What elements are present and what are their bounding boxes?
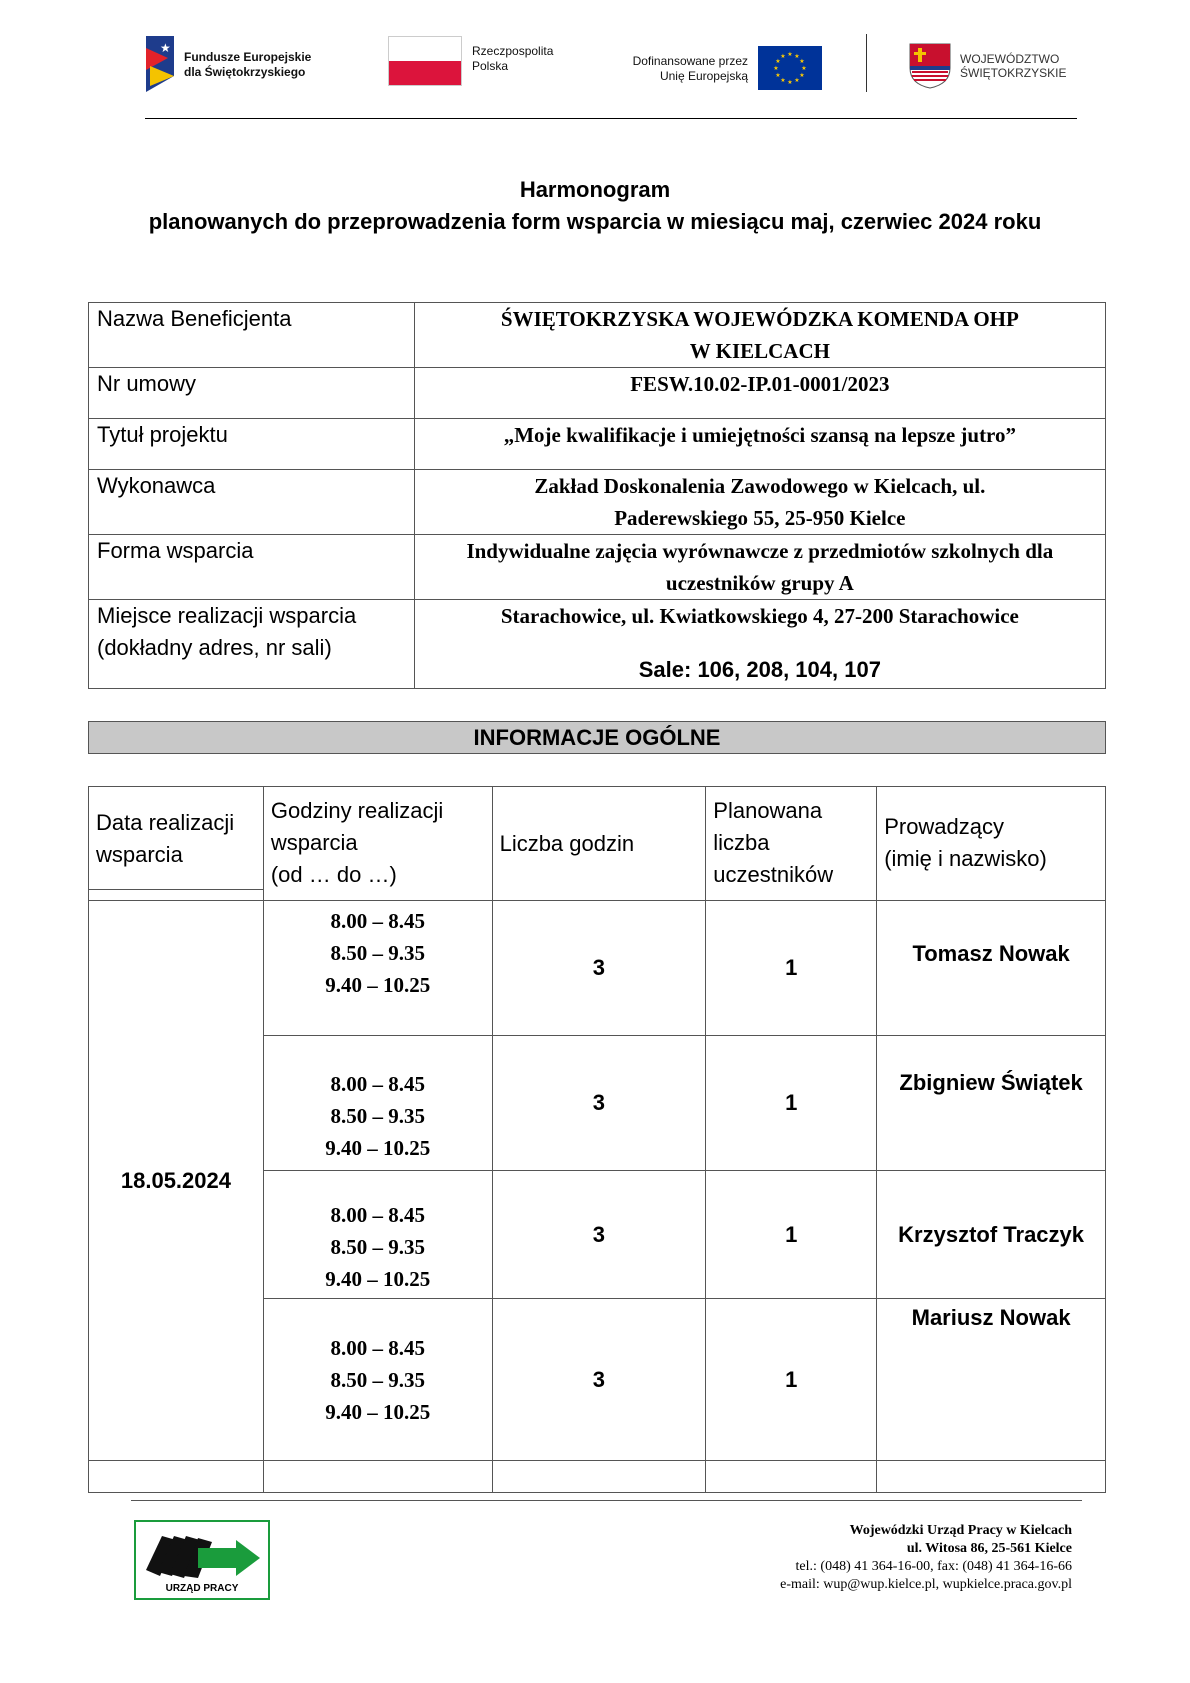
hours-count: 3 <box>492 901 706 1036</box>
footer-line4: e-mail: wup@wup.kielce.pl, wupkielce.praca.gov.pl <box>780 1577 1072 1592</box>
svg-text:★: ★ <box>780 77 786 84</box>
svg-text:★: ★ <box>801 65 807 72</box>
svg-text:★: ★ <box>787 79 793 86</box>
info-sale: Sale: 106, 208, 104, 107 <box>638 657 881 682</box>
participants-count: 1 <box>706 1299 877 1461</box>
empty-cell <box>263 1461 492 1493</box>
fe-flag-icon <box>146 36 176 92</box>
info-value: Starachowice, ul. Kwiatkowskiego 4, 27-200 Starachowice Sale: 106, 208, 104, 107 <box>414 600 1105 689</box>
info-label: Forma wsparcia <box>89 535 415 600</box>
instructor-name: Mariusz Nowak <box>877 1299 1106 1461</box>
hours-count: 3 <box>492 1036 706 1171</box>
eu-flag-icon <box>758 46 822 90</box>
logo-dofinansowane-ue <box>626 46 826 94</box>
empty-cell <box>877 1461 1106 1493</box>
info-value: FESW.10.02-IP.01-0001/2023 <box>414 368 1105 419</box>
time-slots: 8.00 – 8.45 8.50 – 9.35 9.40 – 10.25 <box>263 901 492 1036</box>
schedule-row <box>89 901 1106 1036</box>
participants-count: 1 <box>706 1036 877 1171</box>
col-header-hours: Godziny realizacji wsparcia (od … do …) <box>263 787 492 901</box>
title-line1: Harmonogram <box>519 177 671 202</box>
info-row-miejsce <box>89 600 1106 689</box>
logo-urzad-pracy <box>134 1520 270 1600</box>
urzad-pracy-label: URZĄD PRACY <box>165 1583 239 1594</box>
footer-rule <box>131 1500 1082 1501</box>
logo-rzeczpospolita <box>388 36 588 92</box>
schedule-date: 18.05.2024 <box>89 901 264 1461</box>
hours-count: 3 <box>492 1299 706 1461</box>
pl-line1: Rzeczpospolita <box>472 44 554 58</box>
info-label: Wykonawca <box>89 470 415 535</box>
time-slots: 8.00 – 8.45 8.50 – 9.35 9.40 – 10.25 <box>263 1299 492 1461</box>
header-subline <box>89 889 263 890</box>
participants-count: 1 <box>706 1171 877 1299</box>
schedule-header-row <box>89 787 1106 901</box>
svg-text:★: ★ <box>775 58 781 65</box>
info-value: Zakład Doskonalenia Zawodowego w Kielcach, ul. Paderewskiego 55, 25-950 Kielce <box>414 470 1105 535</box>
col-header-count: Liczba godzin <box>492 787 706 901</box>
schedule-empty-row <box>89 1461 1106 1493</box>
section-title: INFORMACJE OGÓLNE <box>88 721 1106 754</box>
participants-count: 1 <box>706 901 877 1036</box>
info-row-beneficjent <box>89 303 1106 368</box>
header-rule <box>145 118 1077 119</box>
info-label: Tytuł projektu <box>89 419 415 470</box>
title-line2: planowanych do przeprowadzenia form wsparcia w miesiącu maj, czerwiec 2024 roku <box>148 209 1042 234</box>
svg-text:★: ★ <box>799 72 805 79</box>
svg-text:★: ★ <box>773 65 779 72</box>
info-label: Nazwa Beneficjenta <box>89 303 415 368</box>
svg-text:★: ★ <box>160 41 171 55</box>
info-value: ŚWIĘTOKRZYSKA WOJEWÓDZKA KOMENDA OHP W KIELCACH <box>414 303 1105 368</box>
instructor-name: Tomasz Nowak <box>877 901 1106 1036</box>
fe-line2: dla Świętokrzyskiego <box>184 65 306 79</box>
ue-line2: Unię Europejską <box>659 69 748 83</box>
time-slots: 8.00 – 8.45 8.50 – 9.35 9.40 – 10.25 <box>263 1171 492 1299</box>
info-row-tytul <box>89 419 1106 470</box>
empty-cell <box>706 1461 877 1493</box>
svg-text:★: ★ <box>799 58 805 65</box>
instructor-name: Zbigniew Świątek <box>877 1036 1106 1171</box>
fe-line1: Fundusze Europejskie <box>184 50 312 64</box>
woj-line2: ŚWIĘTOKRZYSKIE <box>960 66 1067 80</box>
pl-flag-icon <box>388 36 462 86</box>
col-header-date: Data realizacji wsparcia <box>89 787 264 901</box>
pl-line2: Polska <box>472 59 509 73</box>
info-row-forma <box>89 535 1106 600</box>
footer-line2: ul. Witosa 86, 25-561 Kielce <box>906 1541 1072 1556</box>
footer-line3: tel.: (048) 41 364-16-00, fax: (048) 41 364-16-66 <box>795 1559 1072 1574</box>
logo-fundusze-europejskie <box>146 36 316 92</box>
info-row-umowa <box>89 368 1106 419</box>
empty-cell <box>492 1461 706 1493</box>
urzad-pracy-icon <box>140 1526 266 1580</box>
info-row-wykonawca <box>89 470 1106 535</box>
logo-wojewodztwo <box>908 42 1068 92</box>
hours-count: 3 <box>492 1171 706 1299</box>
ue-line1: Dofinansowane przez <box>632 54 748 68</box>
svg-text:★: ★ <box>794 77 800 84</box>
footer-address <box>640 1522 1072 1594</box>
empty-cell <box>89 1461 264 1493</box>
svg-text:★: ★ <box>787 51 793 58</box>
col-header-instructor: Prowadzący (imię i nazwisko) <box>877 787 1106 901</box>
time-slots: 8.00 – 8.45 8.50 – 9.35 9.40 – 10.25 <box>263 1036 492 1171</box>
svg-text:★: ★ <box>780 53 786 60</box>
coat-of-arms-icon <box>908 42 952 90</box>
info-table <box>88 302 1106 689</box>
schedule-table <box>88 786 1106 1493</box>
info-value: Indywidualne zajęcia wyrównawcze z przedmiotów szkolnych dla uczestników grupy A <box>414 535 1105 600</box>
instructor-name: Krzysztof Traczyk <box>877 1171 1106 1299</box>
col-header-participants: Planowana liczba uczestników <box>706 787 877 901</box>
svg-text:★: ★ <box>775 72 781 79</box>
page-title <box>0 174 1190 238</box>
info-value: „Moje kwalifikacje i umiejętności szansą na lepsze jutro” <box>414 419 1105 470</box>
info-label: Nr umowy <box>89 368 415 419</box>
svg-text:★: ★ <box>794 53 800 60</box>
footer-line1: Wojewódzki Urząd Pracy w Kielcach <box>849 1523 1072 1538</box>
info-label: Miejsce realizacji wsparcia (dokładny adres, nr sali) <box>89 600 415 689</box>
woj-line1: WOJEWÓDZTWO <box>960 52 1060 66</box>
header-divider <box>866 34 867 92</box>
